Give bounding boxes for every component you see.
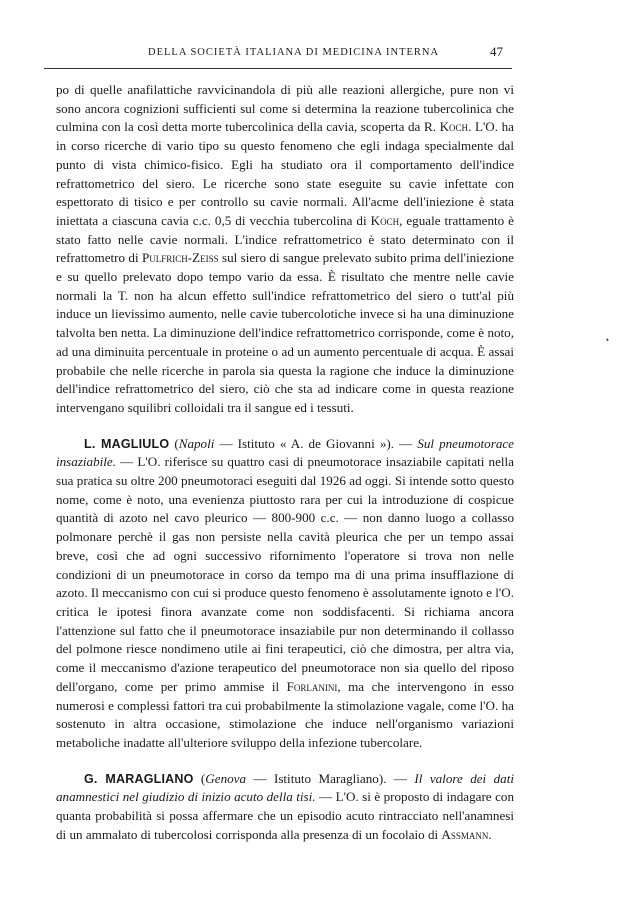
abstract-title: Sul pneumotorace insaziabile. xyxy=(56,435,514,470)
name-pulfrich-zeiss: Pulfrich-Zeiss xyxy=(141,250,219,266)
paragraph-text: , eguale trattamento è stato fatto nelle cavie normali. L'indice refrattometrico è stato determinato con il refrattometro di xyxy=(56,212,514,266)
abstract-text: — L'O. riferisce su quattro casi di pneumotorace insaziabile capitati nella sua pratica su oltre 200 pneumotoraci eseguiti dal 1926 ad oggi. Si intende sotto questo nome, come è noto, una evenienza piuttosto rara per cui la introduzione di cospicue quantità di azoto nel cavo pleurico — 800-900 c.c. — non danno luogo a collasso polmonare perchè il gas non persiste nella cavità pleurica che per un tempo assai breve, così che ad ogni successivo rifornimento l'operatore si trova non nelle condizioni di un pneumotorace in corso da tempo ma di una prima insufflazione di azoto. Il meccanismo con cui si produce questo fenomeno è assolutamente ignoto e l'O. critica le ipotesi finora avanzate come non soddisfacenti. Si richiama ancora l'attenzione sul fatto che il pneumotorace insaziabile pur non determinando il collasso del polmone riesce nondimeno utile ai fini terapeutici, ciò che dimostra, per altra via, come il meccanismo d'azione terapeutico del pneumotorace non sia quello del riposo dell'organo, come per primo ammise il xyxy=(56,454,514,694)
abstract-title: Il valore dei dati anamnestici nel giudizio di inizio acuto della tisi. xyxy=(56,770,514,805)
name-koch: Koch xyxy=(370,212,400,228)
running-head: DELLA SOCIETÀ ITALIANA DI MEDICINA INTERNA xyxy=(148,47,440,58)
paragraph-text: sul siero di sangue prelevato subito prima dell'iniezione e su quello prelevato dopo tempo vario da essa. È risultato che mentre nelle cavie normali la T. non ha alcun effetto sull'indice refrattometrico del siero o tutt'al più induce un lievissimo aumento, nelle cavie tubercolotiche invece si ha una diminuzione talvolta ben netta. La diminuzione dell'indice refrattometrico corrisponde, come è noto, ad una diminuita percentuale in proteine o ad un aumento percentuale di acqua. È assai probabile che nelle ricerche in parola sia questa la ragione che induce la diminuzione dell'indice refrattometrico del siero, ciò che sta ad indicare come in questa reazione intervengano squilibri colloidali tra il sangue ed i tessuti. xyxy=(56,250,514,415)
abstract-city: Genova xyxy=(205,770,247,786)
header-rule xyxy=(44,68,512,69)
paragraph-text: . L'O. ha in corso ricerche di vario tipo su questo fenomeno che egli indaga specialmente dal punto di vista chimico-fisico. Egli ha studiato ora il comportamento dell'indice refrattometrico del siero. Le ricerche sono state eseguite su cavie infettate con espettorato di tisico e per controllo su cavie normali. All'acme dell'iniezione è stata iniettata a ciascuna cavia c.c. 0,5 di vecchia tubercolina di xyxy=(56,119,514,228)
name-assmann: Assmann xyxy=(441,826,489,842)
abstract-affiliation: — Istituto Maragliano). — xyxy=(246,770,415,786)
name-forlanini: Forlanini xyxy=(286,678,338,694)
continuation-paragraph xyxy=(56,81,514,418)
paragraph-text: po di quelle anafilattiche ravvicinandola di più alle reazioni allergiche, pure non vi sono ancora cognizioni sufficienti sul come si determina la reazione tubercolinica che culmina con la così detta morte tubercolinica della cavia, scoperta da R. xyxy=(56,82,514,135)
page-header xyxy=(0,44,643,64)
abstract-punct: ( xyxy=(169,435,179,451)
abstract-text: — L'O. si è proposto di indagare con quanta probabilità si possa affermare che un episodio acuto rintracciato nell'anamnesi di un ammalato di tubercolosi corrisponda alla presenza di un focolaio di xyxy=(56,789,514,842)
abstract-magliulo xyxy=(56,435,514,753)
abstract-author: L. MAGLIULO xyxy=(84,436,170,451)
abstract-text: . xyxy=(488,826,492,842)
abstract-city: Napoli xyxy=(178,435,215,451)
margin-mark: • xyxy=(605,336,610,345)
page-number: 47 xyxy=(490,44,503,59)
body-text xyxy=(56,81,514,844)
abstract-maragliano xyxy=(56,770,514,845)
abstract-text: , ma che intervengono in esso numerosi e complessi fattori tra cui probabilmente la stimolazione vagale, come l'O. ha sostenuto in altra occasione, stimolazione che induce nell'organismo variazioni metaboliche inadatte all'ulteriore sviluppo della infezione tubercolare. xyxy=(56,678,514,750)
abstract-affiliation: — Istituto « A. de Giovanni »). — xyxy=(214,435,418,451)
name-koch: Koch xyxy=(439,119,469,135)
abstract-punct: ( xyxy=(193,770,206,786)
abstract-author: G. MARAGLIANO xyxy=(84,771,194,786)
